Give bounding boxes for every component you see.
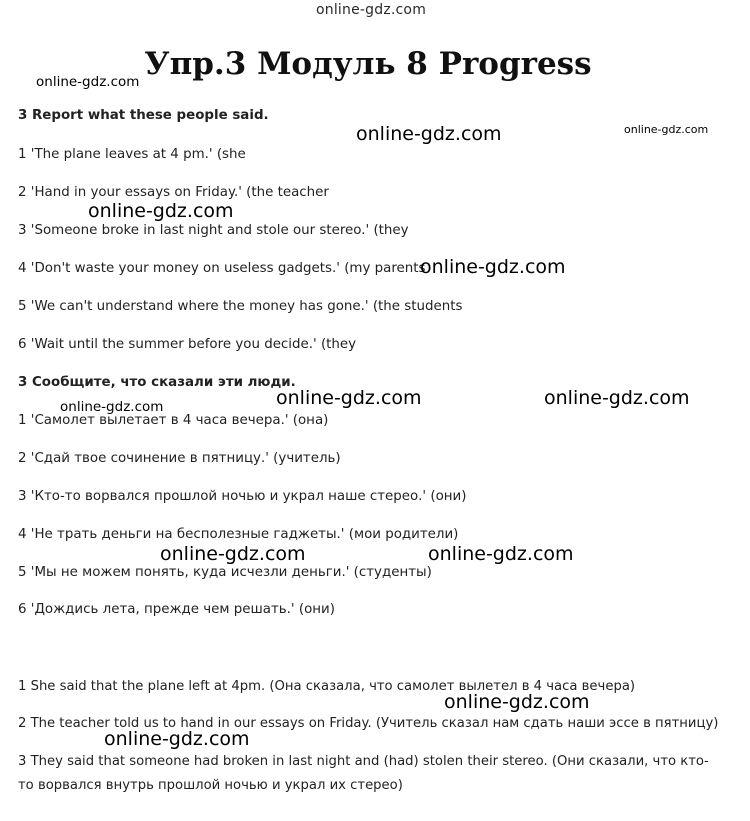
watermark: online-gdz.com [276, 387, 422, 409]
answer-line: то ворвался внутрь прошлой ночью и украл их стерео) [18, 778, 403, 793]
russian-item: 3 'Кто-то ворвался прошлой ночью и украл наше стерео.' (они) [18, 489, 467, 504]
watermark: online-gdz.com [88, 200, 234, 222]
russian-item: 6 'Дождись лета, прежде чем решать.' (они) [18, 602, 335, 617]
watermark: online-gdz.com [104, 728, 250, 750]
watermark: online-gdz.com [544, 387, 690, 409]
answer-line: 3 They said that someone had broken in last night and (had) stolen their stereo. (Они сказали, что кто- [18, 754, 709, 769]
watermark: online-gdz.com [444, 691, 590, 713]
russian-item: 2 'Сдай твое сочинение в пятницу.' (учитель) [18, 451, 341, 466]
page-title: Упр.3 Модуль 8 Progress [144, 46, 592, 82]
english-item: 2 'Hand in your essays on Friday.' (the teacher [18, 185, 329, 200]
russian-item: 4 'Не трать деньги на бесполезные гаджеты.' (мои родители) [18, 527, 459, 542]
russian-item: 1 'Самолет вылетает в 4 часа вечера.' (она) [18, 413, 329, 428]
watermark: online-gdz.com [60, 399, 164, 415]
english-item: 6 'Wait until the summer before you decide.' (they [18, 337, 357, 352]
english-item: 1 'The plane leaves at 4 pm.' (she [18, 147, 246, 162]
watermark: online-gdz.com [160, 543, 306, 565]
watermark: online-gdz.com [356, 123, 502, 145]
english-item: 5 'We can't understand where the money has gone.' (the students [18, 299, 463, 314]
english-item: 3 'Someone broke in last night and stole our stereo.' (they [18, 223, 409, 238]
site-header: online-gdz.com [316, 2, 427, 18]
english-item: 4 'Don't waste your money on useless gadgets.' (my parents [18, 261, 426, 276]
russian-heading: 3 Сообщите, что сказали эти люди. [18, 375, 296, 390]
russian-item: 5 'Мы не можем понять, куда исчезли деньги.' (студенты) [18, 565, 432, 580]
answer-line: 2 The teacher told us to hand in our essays on Friday. (Учитель сказал нам сдать наши эссе в пятницу) [18, 716, 719, 731]
watermark: online-gdz.com [36, 74, 140, 90]
watermark: online-gdz.com [428, 543, 574, 565]
answer-line: 1 She said that the plane left at 4pm. (Она сказала, что самолет вылетел в 4 часа вечера) [18, 679, 636, 694]
watermark: online-gdz.com [624, 123, 709, 136]
english-heading: 3 Report what these people said. [18, 108, 269, 123]
watermark: online-gdz.com [420, 256, 566, 278]
